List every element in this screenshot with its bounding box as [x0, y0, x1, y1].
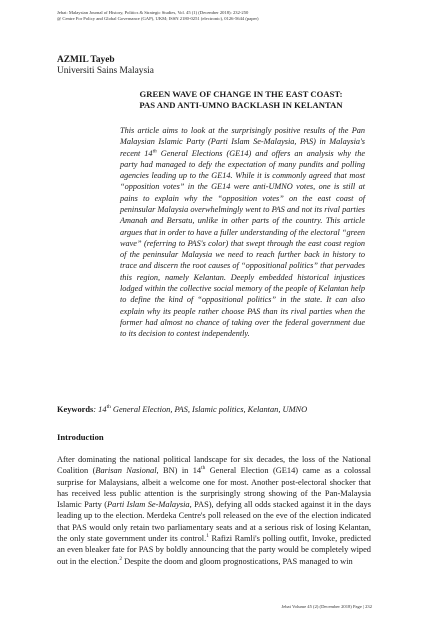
article-title-line-2: PAS AND ANTI-UMNO BACKLASH IN KELANTAN: [139, 100, 343, 111]
footnote-ref-1[interactable]: 1: [206, 533, 209, 540]
introduction-paragraph: [57, 454, 371, 567]
page-footer: Jebat Volume 45 (2) (December 2018) Page | 232: [281, 604, 372, 609]
footnote-ref-2[interactable]: 2: [119, 555, 123, 562]
author-name: AZMIL Tayeb: [57, 55, 115, 65]
abstract-superscript: th: [152, 147, 157, 154]
keywords: [57, 404, 377, 415]
publisher-issn-line: @ Centre For Policy and Global Governance (GAP), UKM; ISSN 2180-0251 (electronic), 0126-5644 (paper): [57, 16, 259, 22]
journal-header: [57, 10, 377, 23]
intro-italic-parti: Parti Islam Se-Malaysia: [107, 500, 190, 510]
intro-italic-barisan: Barisan Nasional: [95, 466, 157, 476]
article-title: [100, 89, 382, 112]
intro-text-4: , PAS), defying all odds stacked against it in the days leading up to the election. Merdeka Centre's poll released on the eve of the election indicated that PAS would only retain two parliamentary seats and at a serious risk of losing Kelantan, the only state government under its control.: [57, 500, 371, 543]
intro-text-3: General Election (GE14) came as a colossal surprise for Malaysians, albeit a welcome one for most. Another post-electoral shocker that has received less public attention is the surprisingly strong showing of the Pan-Malaysia Islamic Party (: [57, 466, 371, 510]
intro-text-5: Rafizi Ramli's polling outfit, Invoke, predicted an even bleaker fate for PAS by boldly announcing that the party would be completely wiped out in the election.: [57, 533, 371, 566]
author-block: [57, 55, 154, 78]
intro-superscript-th: th: [201, 465, 206, 472]
abstract: [120, 125, 365, 339]
keywords-label: Keywords: [57, 405, 94, 414]
journal-citation-line: Jebat: Malaysian Journal of History, Politics & Strategic Studies, Vol. 45 (1) (December 2018): 232-250: [57, 10, 249, 15]
author-affiliation: Universiti Sains Malaysia: [57, 66, 154, 77]
keywords-text-rest: General Election, PAS, Islamic politics, Kelantan, UMNO: [110, 405, 308, 414]
section-heading-introduction: Introduction: [57, 432, 104, 442]
intro-text-2: , BN) in 14: [156, 466, 202, 476]
keywords-text-start: : 14: [93, 405, 107, 414]
intro-text-6: Despite the doom and gloom prognostications, PAS managed to win: [122, 556, 353, 566]
abstract-text-rest: General Elections (GE14) and offers an analysis why the party had managed to defy the expectation of many pundits and polling agencies leading up to the GE14. While it is commonly agreed that most “opposition votes” in the GE14 were anti-UMNO votes, one is still at pains to explain why the “opposition votes” on the east coast of peninsular Malaysia overwhelmingly went to PAS and not its rival parties Amanah and Bersatu, unlike in other parts of the country. This article argues that in order to have a fuller understanding of the electoral “green wave” (referring to PAS's color) that swept through the east coast region of the peninsular Malaysia we need to reach further back in history to trace and discern the root causes of “oppositional politics” that pervades this region, namely Kelantan. Deeply embedded historical injustices lodged within the collective social memory of the people of Kelantan help to define the kind of “oppositional politics” in the state. It can also explain why its people rather choose PAS than its rival parties when the former had almost no chance of taking over the federal government due to its decision to contest independently.: [120, 148, 365, 339]
abstract-text-start: This article aims to look at the surprisingly positive results of the Pan Malaysian Islamic Party (Parti Islam Se-Malaysia, PAS) in Malaysia's recent 14: [120, 126, 365, 158]
keywords-superscript: th: [106, 404, 111, 411]
article-title-line-1: GREEN WAVE OF CHANGE IN THE EAST COAST:: [139, 89, 343, 99]
intro-text-1: After dominating the national political landscape for six decades, the loss of the National Coalition (: [57, 455, 371, 476]
